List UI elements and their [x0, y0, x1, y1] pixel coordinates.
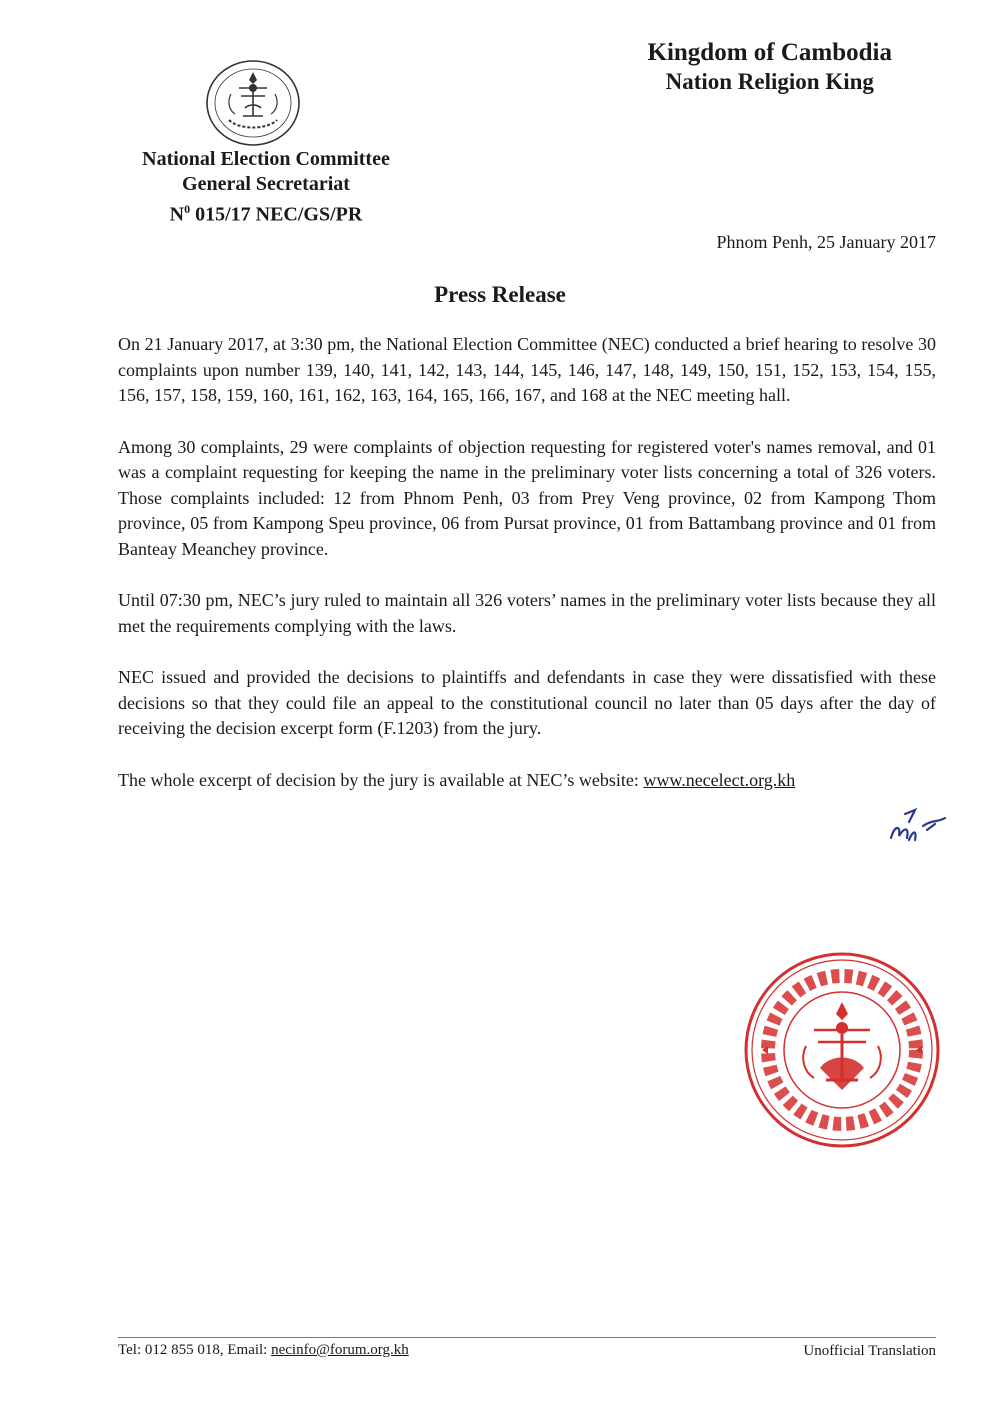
organization-block [118, 147, 414, 228]
body-paragraph: NEC issued and provided the decisions to plaintiffs and defendants in case they were dissatisfied with these decisions so that they could file an appeal to the constitutional council no later than 05 days after the day of receiving the decision excerpt form (F.1203) from the jury. [118, 667, 936, 738]
website-text: The whole excerpt of decision by the jury is available at NEC’s website: [118, 769, 644, 790]
nec-emblem-icon [203, 58, 303, 148]
footer-note: Unofficial Translation [803, 1343, 936, 1359]
footer-contact-text: Tel: 012 855 018, Email: [118, 1342, 272, 1358]
footer-email-link[interactable]: necinfo@forum.org.kh [271, 1342, 409, 1358]
footer-divider [118, 1337, 936, 1338]
organization-unit: General Secretariat [182, 173, 350, 195]
kingdom-header [648, 38, 892, 96]
national-motto: Nation Religion King [665, 69, 874, 94]
body-paragraph: Until 07:30 pm, NEC’s jury ruled to maintain all 326 voters’ names in the preliminary voter lists because they all met the requirements complying with the laws. [118, 590, 936, 636]
website-paragraph [118, 768, 936, 794]
footer-contact [118, 1342, 409, 1359]
reference-number [118, 197, 414, 228]
reference-prefix: N [169, 203, 185, 226]
reference-code: 015/17 NEC/GS/PR [195, 203, 363, 226]
body-paragraph: On 21 January 2017, at 3:30 pm, the National Election Committee (NEC) conducted a brief hearing to resolve 30 complaints upon number 139, 140, 141, 142, 143, 144, 145, 146, 147, 148, 149, 150, 151, 152, 153, 154, 155, 156, 157, 158, 159, 160, 161, 162, 163, 164, 165, 166, 167, and 168 at the NEC meeting hall. [118, 334, 936, 405]
country-name: Kingdom of Cambodia [647, 39, 892, 66]
reference-superscript: 0 [184, 202, 191, 216]
official-red-seal-icon [742, 950, 942, 1150]
organization-name: National Election Committee [142, 148, 390, 170]
document-body [118, 332, 936, 819]
document-title: Press Release [434, 282, 566, 307]
body-paragraph: Among 30 complaints, 29 were complaints of objection requesting for registered voter's names removal, and 01 was a complaint requesting for keeping the name in the preliminary voter lists concerning a total of 326 voters. Those complaints included: 12 from Phnom Penh, 03 from Prey Veng province, 02 from Kampong Thom province, 05 from Kampong Speu province, 06 from Pursat province, 01 from Battambang province and 01 from Banteay Meanchey province. [118, 436, 936, 559]
handwritten-initials-icon [887, 800, 949, 846]
website-link[interactable]: www.necelect.org.kh [643, 769, 796, 790]
dateline: Phnom Penh, 25 January 2017 [716, 232, 936, 252]
